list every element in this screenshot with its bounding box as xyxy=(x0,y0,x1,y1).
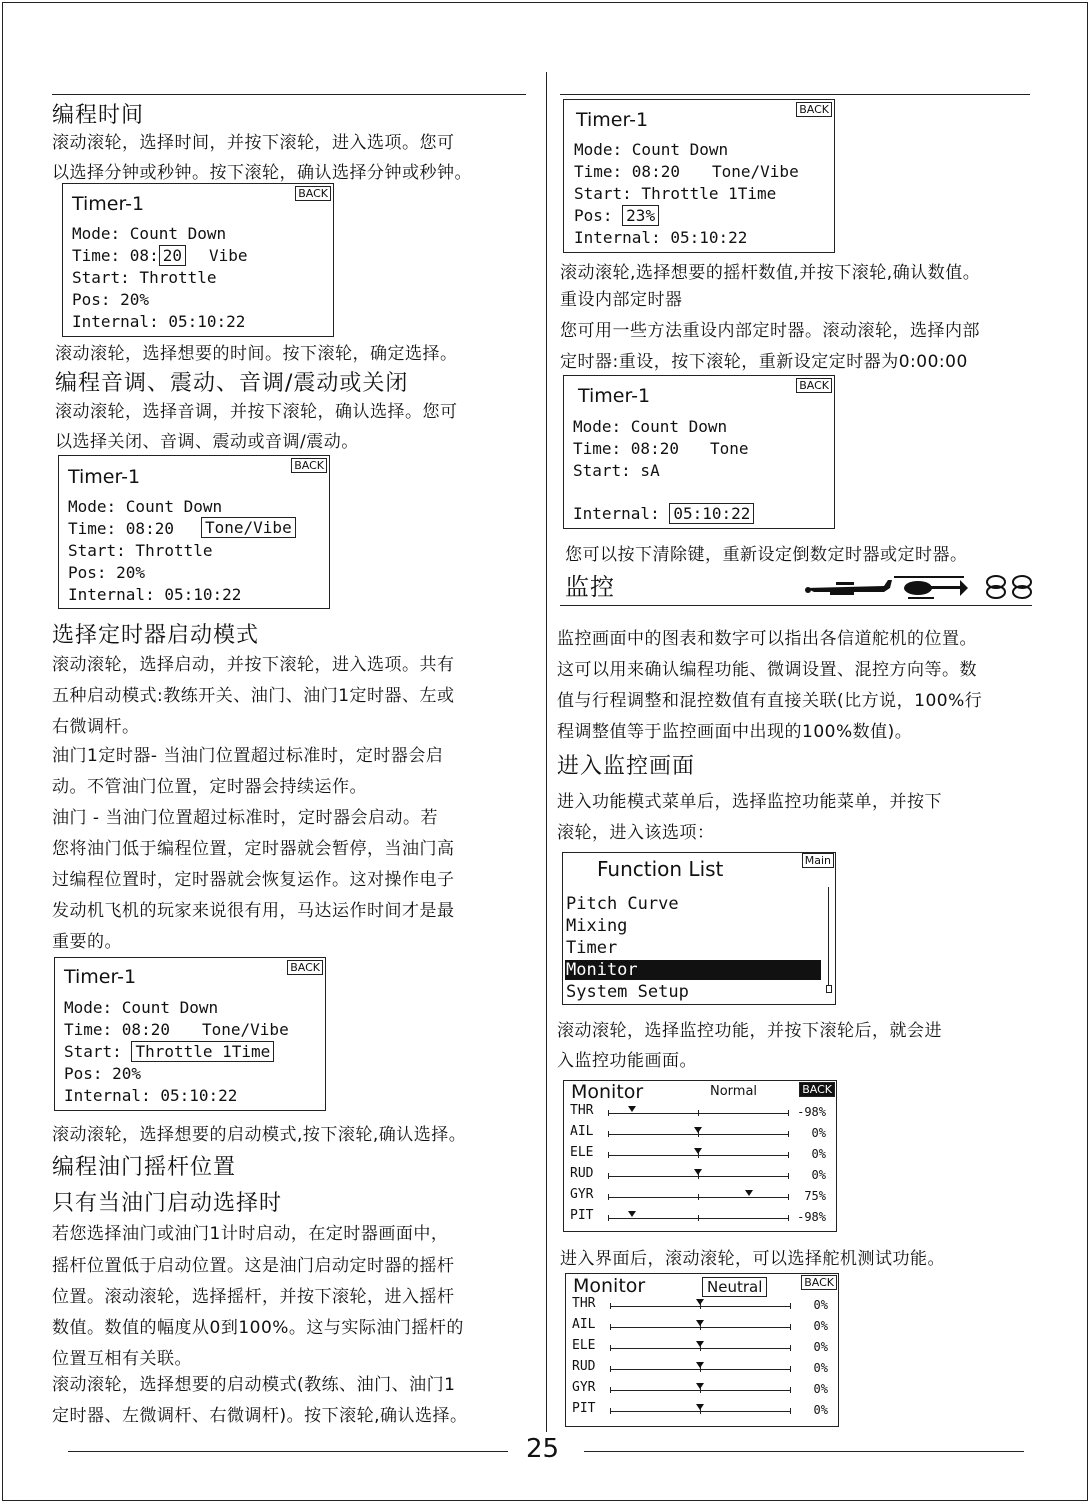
monitor-mode: Normal xyxy=(710,1084,758,1099)
lcd-title: Function List xyxy=(597,857,724,881)
lcd-title: Monitor xyxy=(571,1081,644,1103)
lcd-internal: Internal: 05:10:22 xyxy=(574,228,748,247)
lcd-time: Time: 08:20 xyxy=(64,1020,170,1039)
paragraph: 过编程位置时，定时器就会恢复运作。这对操作电子 xyxy=(52,870,455,890)
channel-value: 0% xyxy=(813,1298,828,1312)
channel-value: 75% xyxy=(804,1189,826,1203)
track-tick xyxy=(610,1366,611,1372)
start-field-selected[interactable]: Throttle 1Time xyxy=(131,1041,274,1062)
heading-enter-monitor: 进入监控画面 xyxy=(557,754,696,779)
tone-field-selected[interactable]: Tone/Vibe xyxy=(201,517,296,538)
lcd-title: Timer-1 xyxy=(68,466,141,488)
main-button[interactable]: Main xyxy=(802,853,834,868)
paragraph: 监控画面中的图表和数字可以指出各信道舵机的位置。 xyxy=(557,629,977,649)
paragraph: 五种启动模式:教练开关、油门、油门1定时器、左或 xyxy=(52,686,455,706)
channel-label-gyr: GYR xyxy=(570,1187,594,1202)
caption: 滚动滚轮，选择想要的时间。按下滚轮，确定选择。 xyxy=(55,344,458,364)
channel-label-rud: RUD xyxy=(570,1166,594,1181)
paragraph: 定时器、左微调杆、右微调杆)。按下滚轮,确认选择。 xyxy=(52,1406,468,1426)
channel-label-ail: AIL xyxy=(572,1317,596,1332)
heading-start-mode: 选择定时器启动模式 xyxy=(52,623,260,648)
track-tick xyxy=(610,1303,611,1309)
channel-marker xyxy=(694,1148,702,1154)
lcd-time: Time: 08: 20 xyxy=(72,246,186,265)
subheading: 只有当油门启动选择时 xyxy=(52,1191,283,1216)
lcd-start: Start: Throttle xyxy=(68,541,213,560)
paragraph: 您可用一些方法重设内部定时器。滚动滚轮，选择内部 xyxy=(560,321,980,341)
channel-value: -98% xyxy=(797,1210,826,1224)
paragraph: 若您选择油门或油门1计时启动，在定时器画面中， xyxy=(52,1224,449,1244)
caption: 滚动滚轮，选择想要的启动模式,按下滚轮,确认选择。 xyxy=(52,1125,467,1145)
track-tick xyxy=(698,1194,699,1200)
lcd-timer-internal xyxy=(563,375,835,529)
channel-label-ele: ELE xyxy=(570,1145,594,1160)
lcd-internal: Internal: 05:10:22 xyxy=(64,1086,238,1105)
lcd-pos: Pos: 23% xyxy=(574,206,659,225)
heading-tone: 编程音调、震动、音调/震动或关闭 xyxy=(55,371,409,396)
lcd-title: Timer-1 xyxy=(578,385,651,407)
paragraph: 数值。数值的幅度从0到100%。这与实际油门摇杆的 xyxy=(52,1318,464,1338)
channel-label-ele: ELE xyxy=(572,1338,596,1353)
paragraph: 位置互相有关联。 xyxy=(52,1349,192,1369)
channel-value: -98% xyxy=(797,1105,826,1119)
paragraph: 滚动滚轮，选择监控功能，并按下滚轮后，就会进 xyxy=(557,1021,942,1041)
menu-item-mixing[interactable]: Mixing xyxy=(566,916,628,936)
channel-marker xyxy=(745,1190,753,1196)
lcd-start: Start: sA xyxy=(573,461,660,480)
paragraph: 以选择分钟或秒钟。按下滚轮，确认选择分钟或秒钟。 xyxy=(52,163,472,183)
paragraph: 程调整值等于监控画面中出现的100%数值)。 xyxy=(557,722,913,742)
lcd-alert: Vibe xyxy=(209,246,248,265)
channel-label-pit: PIT xyxy=(570,1208,594,1223)
helicopter-icon xyxy=(894,576,968,599)
heading-throttle-pos: 编程油门摇杆位置 xyxy=(52,1155,237,1180)
track-tick xyxy=(608,1215,609,1221)
lcd-monitor-neutral xyxy=(565,1273,839,1427)
menu-item-timer[interactable]: Timer xyxy=(566,938,618,958)
back-button[interactable]: BACK xyxy=(295,186,331,201)
subheading-reset: 重设内部定时器 xyxy=(560,290,683,310)
channel-value: 0% xyxy=(813,1319,828,1333)
track-tick xyxy=(610,1345,611,1351)
lcd-start: Start: Throttle 1Time xyxy=(64,1042,274,1061)
track-tick xyxy=(610,1408,611,1414)
lcd-internal: Internal: 05:10:22 xyxy=(573,504,754,523)
track-tick xyxy=(698,1110,699,1116)
aircraft-icons xyxy=(800,570,1040,602)
lcd-mode: Mode: Count Down xyxy=(64,998,219,1017)
back-button[interactable]: BACK xyxy=(291,458,327,473)
lcd-title: Monitor xyxy=(573,1275,646,1297)
channel-marker xyxy=(694,1169,702,1175)
paragraph: 发动机飞机的玩家来说很有用，马达运作时间才是最 xyxy=(52,901,455,921)
paragraph: 滚动滚轮，选择想要的启动模式(教练、油门、油门1 xyxy=(52,1375,456,1395)
airplane-icon xyxy=(805,580,892,595)
lcd-alert: Tone/Vibe xyxy=(712,162,799,181)
channel-marker xyxy=(694,1127,702,1133)
lcd-timer-pos xyxy=(563,99,835,253)
pos-field-selected[interactable]: 23% xyxy=(622,205,659,226)
track-tick xyxy=(608,1173,609,1179)
paragraph: 摇杆位置低于启动位置。这是油门启动定时器的摇杆 xyxy=(52,1256,455,1276)
lcd-internal: Internal: 05:10:22 xyxy=(68,585,242,604)
lcd-title: Timer-1 xyxy=(576,109,649,131)
column-divider xyxy=(546,72,547,1432)
caption: 滚动滚轮,选择想要的摇杆数值,并按下滚轮,确认数值。 xyxy=(560,263,981,283)
section-rule xyxy=(52,94,526,95)
footer-rule xyxy=(68,1451,508,1452)
track-tick xyxy=(608,1152,609,1158)
time-field-selected[interactable]: 20 xyxy=(159,245,186,266)
channel-label-thr: THR xyxy=(570,1103,594,1118)
track-tick xyxy=(608,1131,609,1137)
menu-item-pitch-curve[interactable]: Pitch Curve xyxy=(566,894,679,914)
page-number: 25 xyxy=(526,1434,560,1464)
lcd-pos: Pos: 20% xyxy=(64,1064,142,1083)
channel-label-rud: RUD xyxy=(572,1359,596,1374)
back-button[interactable]: BACK xyxy=(796,378,832,393)
lcd-mode: Mode: Count Down xyxy=(574,140,729,159)
monitor-mode-selected[interactable]: Neutral xyxy=(702,1277,767,1297)
channel-value: 0% xyxy=(813,1382,828,1396)
menu-item-monitor-highlight[interactable] xyxy=(565,960,821,980)
track-tick xyxy=(608,1194,609,1200)
track-tick xyxy=(698,1215,699,1221)
paragraph: 滚动滚轮，选择时间，并按下滚轮，进入选项。您可 xyxy=(52,133,455,153)
lcd-timer-tone xyxy=(58,455,330,609)
channel-label-gyr: GYR xyxy=(572,1380,596,1395)
paragraph: 油门1定时器- 当油门位置超过标准时，定时器会启 xyxy=(52,746,444,766)
channel-label-ail: AIL xyxy=(570,1124,594,1139)
multirotor-icon xyxy=(987,576,1031,598)
paragraph: 值与行程调整和混控数值有直接关联(比方说，100%行 xyxy=(557,691,983,711)
channel-label-pit: PIT xyxy=(572,1401,596,1416)
track-tick xyxy=(610,1387,611,1393)
lcd-mode: Mode: Count Down xyxy=(72,224,227,243)
paragraph: 这可以用来确认编程功能、微调设置、混控方向等。数 xyxy=(557,660,977,680)
lcd-start: Start: Throttle xyxy=(72,268,217,287)
footer-rule xyxy=(584,1451,1024,1452)
caption: 进入界面后，滚动滚轮，可以选择舵机测试功能。 xyxy=(560,1249,945,1269)
lcd-time: Time: 08:20 xyxy=(68,519,174,538)
channel-marker xyxy=(696,1404,704,1410)
paragraph: 右微调杆。 xyxy=(52,717,140,737)
back-button[interactable]: BACK xyxy=(799,1082,835,1097)
lcd-pos: Pos: 20% xyxy=(68,563,146,582)
section-rule xyxy=(560,605,1032,606)
paragraph: 滚动滚轮，选择音调，并按下滚轮，确认选择。您可 xyxy=(55,402,458,422)
lcd-time: Time: 08:20 xyxy=(573,439,679,458)
paragraph: 动。不管油门位置，定时器会持续运作。 xyxy=(52,777,367,797)
channel-marker xyxy=(628,1211,636,1217)
internal-field-selected[interactable]: 05:10:22 xyxy=(669,503,754,524)
lcd-mode: Mode: Count Down xyxy=(68,497,223,516)
lcd-mode: Mode: Count Down xyxy=(573,417,728,436)
scrollbar-thumb[interactable] xyxy=(826,985,832,993)
channel-marker xyxy=(628,1106,636,1112)
channel-value: 0% xyxy=(813,1361,828,1375)
paragraph: 重要的。 xyxy=(52,932,122,952)
channel-label-thr: THR xyxy=(572,1296,596,1311)
lcd-title: Timer-1 xyxy=(72,193,145,215)
paragraph: 定时器:重设，按下滚轮，重新设定定时器为0:00:00 xyxy=(560,352,968,372)
channel-marker xyxy=(696,1320,704,1326)
paragraph: 滚动滚轮，选择启动，并按下滚轮，进入选项。共有 xyxy=(52,655,455,675)
lcd-timer-time xyxy=(62,183,334,337)
heading-program-time: 编程时间 xyxy=(52,103,145,128)
channel-value: 0% xyxy=(813,1403,828,1417)
channel-value: 0% xyxy=(813,1340,828,1354)
lcd-alert: Tone/Vibe xyxy=(202,1020,289,1039)
lcd-timer-start xyxy=(54,957,326,1111)
paragraph: 油门 - 当油门位置超过标准时，定时器会启动。若 xyxy=(52,808,438,828)
lcd-time: Time: 08:20 xyxy=(574,162,680,181)
channel-marker xyxy=(696,1362,704,1368)
back-button[interactable]: BACK xyxy=(801,1275,837,1290)
menu-item-system-setup[interactable]: System Setup xyxy=(566,982,689,1002)
section-rule xyxy=(560,94,1030,95)
lcd-alert: Tone xyxy=(710,439,749,458)
paragraph: 进入功能模式菜单后，选择监控功能菜单，并按下 xyxy=(557,792,942,812)
paragraph: 以选择关闭、音调、震动或音调/震动。 xyxy=(55,432,359,452)
paragraph: 位置。滚动滚轮，选择摇杆，并按下滚轮，进入摇杆 xyxy=(52,1287,455,1307)
channel-marker xyxy=(696,1299,704,1305)
track-tick xyxy=(608,1110,609,1116)
lcd-pos: Pos: 20% xyxy=(72,290,150,309)
paragraph: 您将油门低于编程位置，定时器就会暂停，当油门高 xyxy=(52,839,455,859)
lcd-function-list xyxy=(562,852,836,1005)
channel-value: 0% xyxy=(811,1147,826,1161)
lcd-monitor-normal xyxy=(563,1080,837,1232)
back-button[interactable]: BACK xyxy=(796,102,832,117)
lcd-title: Timer-1 xyxy=(64,966,137,988)
caption: 您可以按下清除键，重新设定倒数定时器或定时器。 xyxy=(565,545,968,565)
lcd-internal: Internal: 05:10:22 xyxy=(72,312,246,331)
paragraph: 入监控功能画面。 xyxy=(557,1051,697,1071)
back-button[interactable]: BACK xyxy=(287,960,323,975)
channel-value: 0% xyxy=(811,1168,826,1182)
lcd-start: Start: Throttle 1Time xyxy=(574,184,777,203)
channel-marker xyxy=(696,1383,704,1389)
track-tick xyxy=(610,1324,611,1330)
channel-marker xyxy=(696,1341,704,1347)
heading-monitor: 监控 xyxy=(565,573,615,601)
menu-item-monitor[interactable]: Monitor xyxy=(566,960,638,980)
channel-value: 0% xyxy=(811,1126,826,1140)
paragraph: 滚轮，进入该选项： xyxy=(557,823,715,843)
scrollbar[interactable] xyxy=(828,887,829,989)
